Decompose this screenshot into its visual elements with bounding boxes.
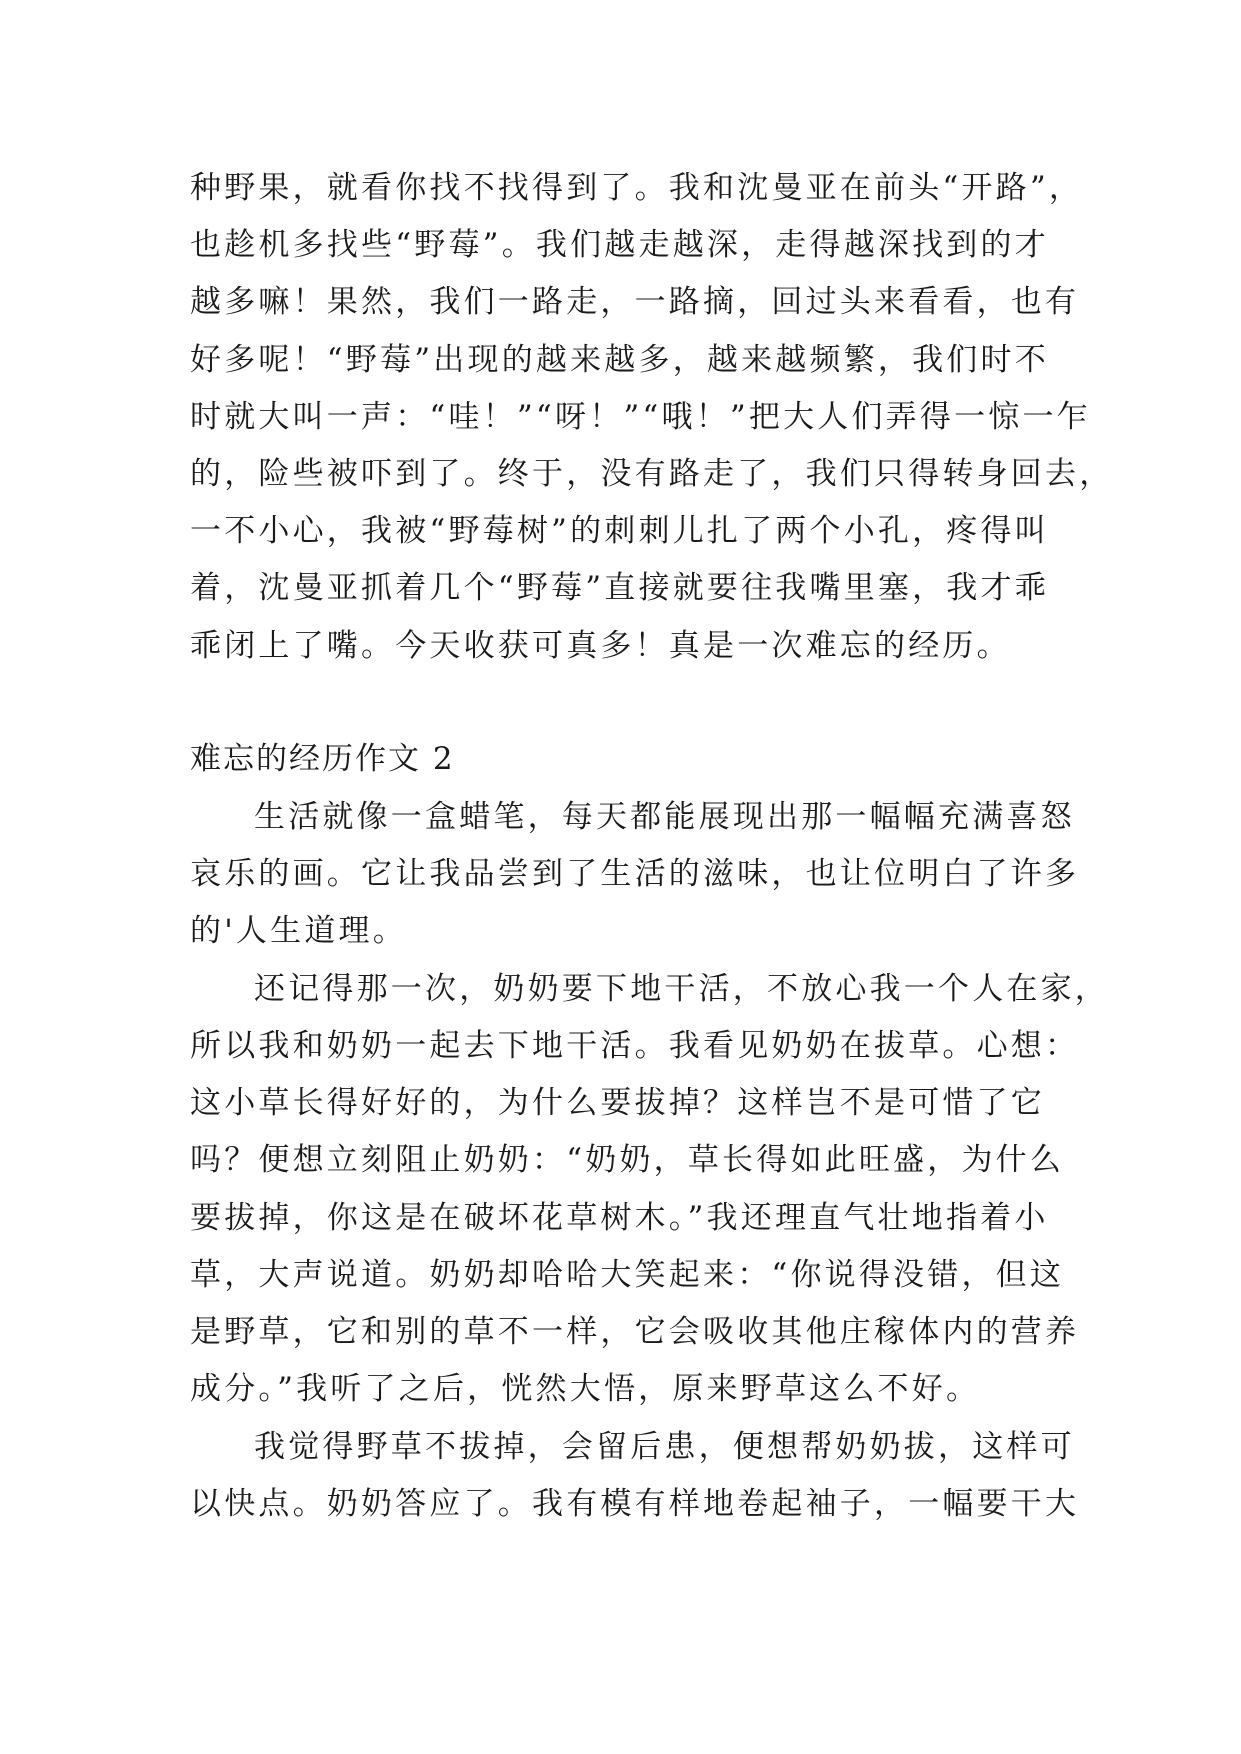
text-line: 还记得那一次，奶奶要下地干活，不放心我一个人在家，: [254, 971, 1109, 1007]
text-line: 要拔掉，你这是在破坏花草树木。”我还理直气壮地指着小: [190, 1200, 1049, 1236]
section-title: 难忘的经历作文 2: [190, 741, 455, 777]
text-line: 哀乐的画。它让我品尝到了生活的滋味，也让位明白了许多: [190, 856, 1080, 892]
text-line: 的，险些被吓到了。终于，没有路走了，我们只得转身回去，: [190, 456, 1114, 492]
text-line: 吗？便想立刻阻止奶奶：“奶奶，草长得如此旺盛，为什么: [190, 1142, 1065, 1178]
text-line: 越多嘛！果然，我们一路走，一路摘，回过头来看看，也有: [190, 284, 1080, 320]
text-line: 着，沈曼亚抓着几个“野莓”直接就要往我嘴里塞，我才乖: [190, 570, 1049, 606]
text-line: 种野果，就看你找不找得到了。我和沈曼亚在前头“开路”，: [190, 170, 1084, 206]
text-line: 这小草长得好好的，为什么要拔掉？这样岂不是可惜了它: [190, 1085, 1045, 1121]
text-line: 草，大声说道。奶奶却哈哈大笑起来：“你说得没错，但这: [190, 1257, 1065, 1293]
text-line: 所以我和奶奶一起去下地干活。我看见奶奶在拔草。心想：: [190, 1028, 1080, 1064]
text-line: 我觉得野草不拔掉，会留后患，便想帮奶奶拔，这样可: [254, 1429, 1075, 1465]
text-line: 的'人生道理。: [190, 913, 407, 949]
text-line: 一不小心，我被“野莓树”的刺刺儿扎了两个小孔，疼得叫: [190, 513, 1049, 549]
text-line: 好多呢！“野莓”出现的越来越多，越来越频繁，我们时不: [190, 342, 1049, 378]
text-line: 乖闭上了嘴。今天收获可真多！真是一次难忘的经历。: [190, 628, 1011, 664]
text-line: 时就大叫一声：“哇！”“呀！”“哦！”把大人们弄得一惊一乍: [190, 399, 1091, 435]
text-line: 生活就像一盒蜡笔，每天都能展现出那一幅幅充满喜怒: [254, 799, 1075, 835]
text-line: 成分。”我听了之后，恍然大悟，原来野草这么不好。: [190, 1371, 981, 1407]
text-line: 也趁机多找些“野莓”。我们越走越深，走得越深找到的才: [190, 227, 1049, 263]
text-line: 以快点。奶奶答应了。我有模有样地卷起袖子，一幅要干大: [190, 1486, 1080, 1522]
text-line: 是野草，它和别的草不一样，它会吸收其他庄稼体内的营养: [190, 1314, 1080, 1350]
